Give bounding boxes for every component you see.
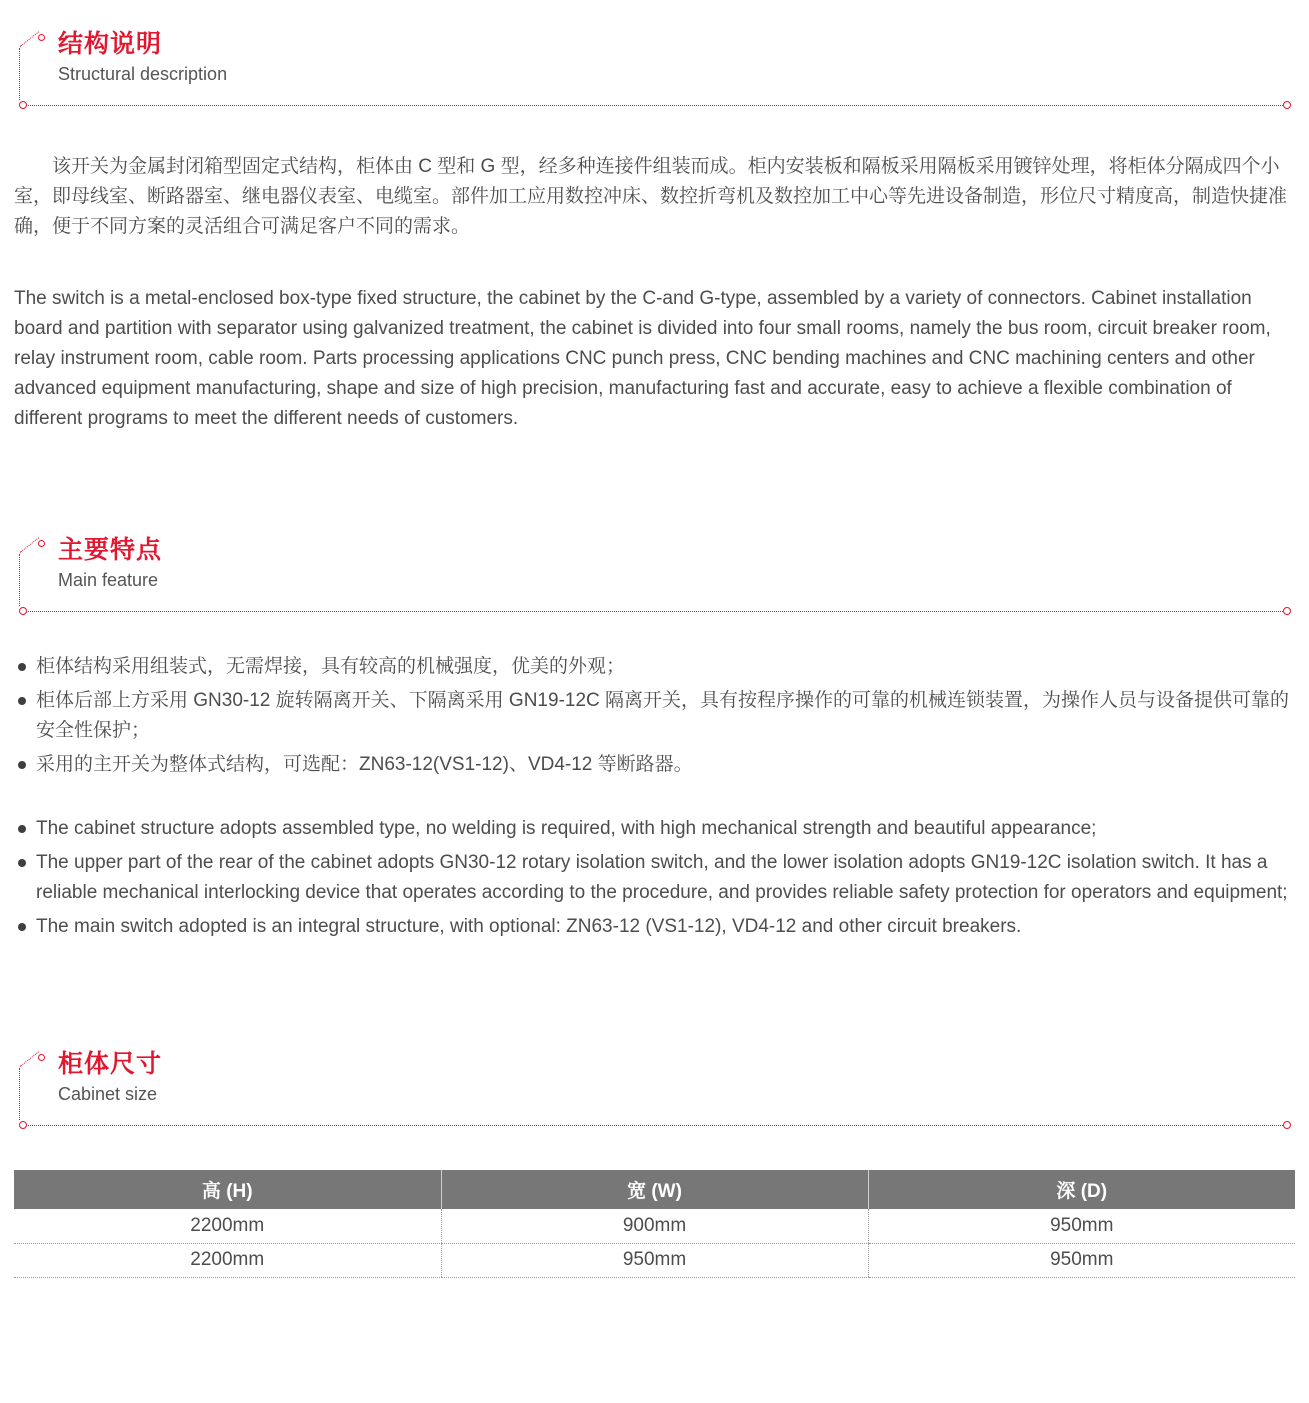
table-header-depth: 深 (D): [868, 1170, 1295, 1209]
rule-left-dot-icon: [19, 607, 27, 615]
feature-list-en: [14, 814, 1295, 942]
table-cell: 2200mm: [14, 1243, 441, 1277]
section-rule: [24, 105, 1287, 106]
header-deco-diagonal-line: [20, 537, 40, 553]
rule-left-dot-icon: [19, 1121, 27, 1129]
structural-paragraph-zh: 该开关为金属封闭箱型固定式结构，柜体由 C 型和 G 型，经多种连接件组装而成。柜内安装板和隔板采用隔板采用镀锌处理，将柜体分隔成四个小室，即母线室、断路器室、继电器仪表室、电缆室。部件加工应用数控冲床、数控折弯机及数控加工中心等先进设备制造，形位尺寸精度高，制造快捷准确，便于不同方案的灵活组合可满足客户不同的需求。: [14, 156, 1288, 237]
section-title-features-en: Main feature: [58, 570, 159, 590]
header-deco-dot-icon: [38, 540, 45, 547]
header-deco-diagonal-line: [20, 31, 40, 47]
list-item: The cabinet structure adopts assembled type, no welding is required, with high mechanical strength and beautiful appearance;: [14, 814, 1295, 844]
rule-right-dot-icon: [1283, 1121, 1291, 1129]
table-row: [14, 1209, 1295, 1243]
rule-right-dot-icon: [1283, 607, 1291, 615]
section-header-structural: [14, 28, 1295, 106]
section-title-cabinet-size-zh: 柜体尺寸: [58, 1050, 163, 1078]
section-title-features-zh: 主要特点: [58, 536, 163, 564]
header-deco-dot-icon: [38, 1054, 45, 1061]
cabinet-size-table: [14, 1170, 1295, 1278]
spacer: [14, 434, 1295, 534]
table-row: [14, 1243, 1295, 1277]
header-deco-diagonal-line: [20, 1051, 40, 1067]
list-item: 柜体结构采用组装式，无需焊接，具有较高的机械强度，优美的外观；: [14, 652, 1295, 682]
header-deco-vertical-line: [19, 1068, 20, 1120]
table-cell: 900mm: [441, 1209, 868, 1243]
section-title-cabinet-size-en: Cabinet size: [58, 1084, 158, 1104]
list-item: 采用的主开关为整体式结构，可选配：ZN63-12(VS1-12)、VD4-12 等断路器。: [14, 750, 1295, 780]
table-cell: 2200mm: [14, 1209, 441, 1243]
list-item: 柜体后部上方采用 GN30-12 旋转隔离开关、下隔离采用 GN19-12C 隔离开关，具有按程序操作的可靠的机械连锁装置，为操作人员与设备提供可靠的安全性保护；: [14, 686, 1295, 746]
feature-list-zh: [14, 652, 1295, 780]
spacer: [14, 946, 1295, 1048]
section-rule: [24, 1125, 1287, 1126]
table-header-row: [14, 1170, 1295, 1209]
table-header-height: 高 (H): [14, 1170, 441, 1209]
section-rule: [24, 611, 1287, 612]
rule-right-dot-icon: [1283, 101, 1291, 109]
table-cell: 950mm: [441, 1243, 868, 1277]
table-cell: 950mm: [868, 1209, 1295, 1243]
header-deco-vertical-line: [19, 554, 20, 606]
table-cell: 950mm: [868, 1243, 1295, 1277]
section-title-structural-en: Structural description: [58, 64, 228, 84]
list-item: The main switch adopted is an integral structure, with optional: ZN63-12 (VS1-12), VD4-12 and other circuit breakers.: [14, 912, 1295, 942]
rule-left-dot-icon: [19, 101, 27, 109]
section-title-structural-zh: 结构说明: [58, 30, 163, 58]
list-item: The upper part of the rear of the cabinet adopts GN30-12 rotary isolation switch, and the lower isolation adopts GN19-12C isolation switch. It has a reliable mechanical interlocking device that operates according to the procedure, and provides reliable safety protection for operators and equipment;: [14, 848, 1295, 908]
structural-paragraph-en: The switch is a metal-enclosed box-type fixed structure, the cabinet by the C-and G-type, assembled by a variety of connectors. Cabinet installation board and partition with separator using galvanized treatment, the cabinet is divided into four small rooms, namely the bus room, circuit breaker room, relay instrument room, cable room. Parts processing applications CNC punch press, CNC bending machines and CNC machining centers and other advanced equipment manufacturing, shape and size of high precision, manufacturing fast and accurate, easy to achieve a flexible combination of different programs to meet the different needs of customers.: [14, 288, 1271, 429]
table-header-width: 宽 (W): [441, 1170, 868, 1209]
header-deco-dot-icon: [38, 34, 45, 41]
section-header-features: [14, 534, 1295, 612]
header-deco-vertical-line: [19, 48, 20, 100]
section-header-cabinet-size: [14, 1048, 1295, 1126]
